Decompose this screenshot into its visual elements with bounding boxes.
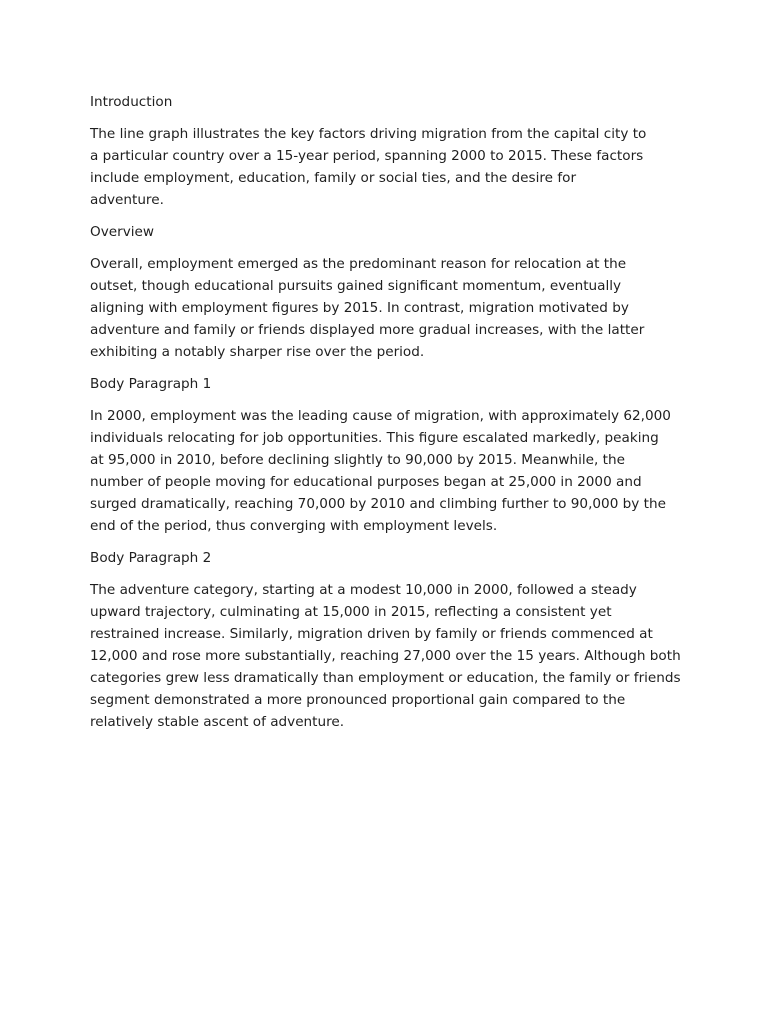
paragraph-introduction: The line graph illustrates the key factors driving migration from the capital city to a particular country over a 15-year period, spanning 2000 to 2015. These factors include employment, education, family or social ties, and the desire for adventure. (90, 126, 647, 208)
heading-overview: Overview (90, 224, 154, 240)
paragraph-body-2: The adventure category, starting at a modest 10,000 in 2000, followed a steady upward trajectory, culminating at 15,000 in 2015, reflecting a consistent yet restrained increase. Similarly, migration driven by family or friends commenced at 12,000 and rose more substantially, reaching 27,000 over the 15 years. Although both categories grew less dramatically than employment or education, the family or friends segment demonstrated a more pronounced proportional gain compared to the relatively stable ascent of adventure. (90, 582, 681, 730)
heading-introduction: Introduction (90, 94, 173, 110)
paragraph-body-1: In 2000, employment was the leading cause of migration, with approximately 62,000 individuals relocating for job opportunities. This figure escalated markedly, peaking at 95,000 in 2010, before declining slightly to 90,000 by 2015. Meanwhile, the number of people moving for educational purposes began at 25,000 in 2000 and surged dramatically, reaching 70,000 by 2010 and climbing further to 90,000 by the end of the period, thus converging with employment levels. (90, 408, 671, 534)
heading-body-paragraph-2: Body Paragraph 2 (90, 550, 212, 566)
paragraph-overview: Overall, employment emerged as the predominant reason for relocation at the outset, though educational pursuits gained significant momentum, eventually aligning with employment figures by 2015. In contrast, migration motivated by adventure and family or friends displayed more gradual increases, with the latter exhibiting a notably sharper rise over the period. (90, 256, 645, 360)
heading-body-paragraph-1: Body Paragraph 1 (90, 376, 212, 392)
document-page (90, 91, 686, 743)
